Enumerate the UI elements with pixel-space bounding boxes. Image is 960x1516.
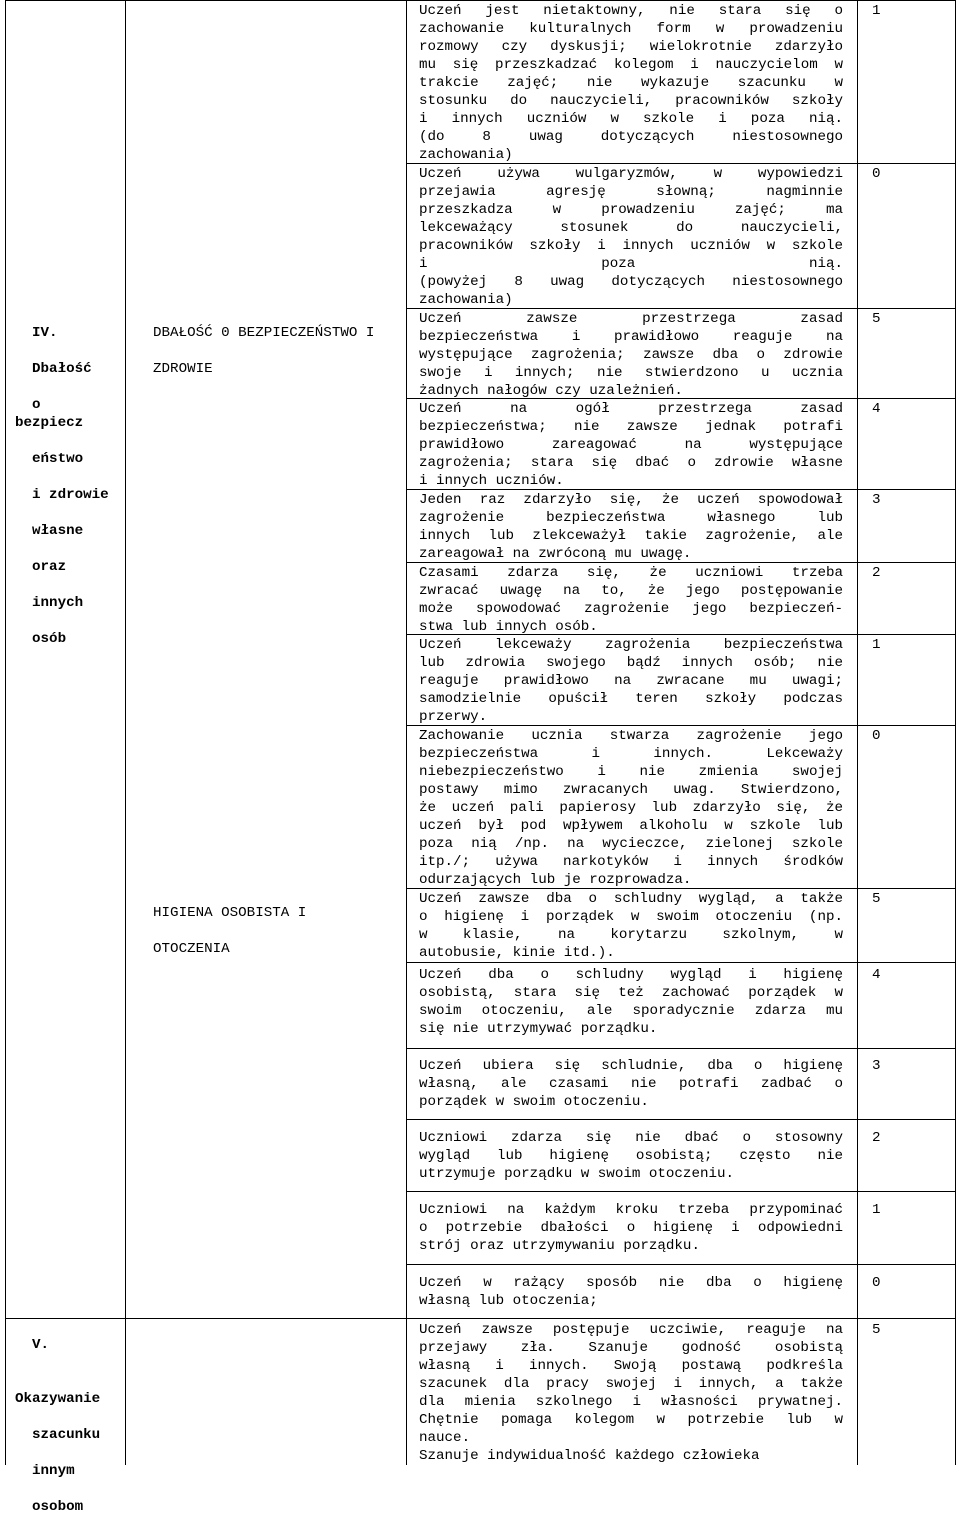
criterion-score: 1 <box>872 637 881 653</box>
criterion-line: Uczniowi na każdym kroku trzeba przypominać <box>419 1202 843 1218</box>
criterion-score: 5 <box>872 1322 881 1338</box>
criterion-line: samodzielnie opuścił teren szkoły podczas <box>419 691 843 707</box>
table-divider-category <box>125 0 126 1465</box>
criterion-line: o higienę i porządek w swoim otoczeniu (np. <box>419 909 843 925</box>
criterion-score: 5 <box>872 891 881 907</box>
criterion-line: Zachowanie ucznia stwarza zagrożenie jego <box>419 728 843 744</box>
table-border-left <box>5 0 6 1465</box>
criterion-line: bezpieczeństwa i prawidłowo reaguje na <box>419 329 843 345</box>
row-divider <box>406 1048 956 1049</box>
criterion-line: nauce. <box>419 1430 471 1446</box>
criterion-description <box>419 966 843 1038</box>
criterion-line: własną lub otoczenia; <box>419 1293 598 1309</box>
criterion-score: 4 <box>872 967 881 983</box>
criterion-line: innych lub zlekceważył takie zagrożenie, ale <box>419 528 843 544</box>
criterion-score: 2 <box>872 1130 881 1146</box>
criterion-line: może spowodować zagrożenie jego bezpieczeń- <box>419 601 843 617</box>
criterion-line: własną, ale czasami nie potrafi zadbać o <box>419 1076 843 1092</box>
criterion-line: się nie utrzymywać porządku. <box>419 1021 658 1037</box>
criterion-line: przerwy. <box>419 709 488 725</box>
criterion-line: niebezpieczeństwo i nie zmienia swojej <box>419 764 843 780</box>
criterion-line: wygląd lub higienę osobistą; często nie <box>419 1148 843 1164</box>
criterion-description <box>419 165 843 309</box>
criterion-line: i innych uczniów. <box>419 473 564 489</box>
criterion-line: swoje i innych; nie stwierdzono u ucznia <box>419 365 843 381</box>
criterion-line: trakcie zajęć; nie wykazuje szacunku w <box>419 75 843 91</box>
criterion-line: Chętnie pomaga kolegom w potrzebie lub w <box>419 1412 843 1428</box>
criterion-line: Uczeń zawsze przestrzega zasad <box>419 311 843 327</box>
category-respect: V. Okazywanie szacunku innym osobom <box>15 1337 101 1515</box>
criterion-score: 2 <box>872 565 881 581</box>
criterion-description <box>419 727 843 889</box>
criterion-line: odurzających lub je rozprowadza. <box>419 872 692 888</box>
criterion-line: zagrożenia; stara się dbać o zdrowie własne <box>419 455 843 471</box>
criterion-description <box>419 310 843 400</box>
criterion-description <box>419 400 843 490</box>
criterion-line: Uczniowi zdarza się nie dbać o stosowny <box>419 1130 843 1146</box>
criterion-description <box>419 1201 843 1255</box>
criterion-line: zachowania) <box>419 147 513 163</box>
criterion-line: i poza nią. <box>419 256 843 272</box>
criterion-line: lekceważący stosunek do nauczycieli, <box>419 220 843 236</box>
criterion-score: 4 <box>872 401 881 417</box>
criterion-line: o potrzebie dbałości o higienę i odpowiedni <box>419 1220 843 1236</box>
table-divider-score <box>857 0 858 1465</box>
criterion-line: (powyżej 8 uwag dotyczących niestosownego <box>419 274 843 290</box>
criterion-line: prawidłowo zareagować na występujące <box>419 437 843 453</box>
criterion-line: szacunek dla pracy swojej i innych, a także <box>419 1376 843 1392</box>
criterion-line: Uczeń na ogół przestrzega zasad <box>419 401 843 417</box>
criterion-line: swoim otoczeniu, ale sporadycznie zdarza mu <box>419 1003 843 1019</box>
table-divider-subcategory <box>406 0 407 1465</box>
criterion-line: Uczeń lekceważy zagrożenia bezpieczeństwa <box>419 637 843 653</box>
criterion-description <box>419 1057 843 1111</box>
criterion-line: uczeń był pod wpływem alkoholu w szkole lub <box>419 818 843 834</box>
criterion-line: mu się przeszkadzać kolegom i nauczycielom w <box>419 57 843 73</box>
criterion-line: zwracać uwagę na to, że jego postępowanie <box>419 583 843 599</box>
criterion-line: strój oraz utrzymywaniu porządku. <box>419 1238 700 1254</box>
criterion-score: 1 <box>872 1202 881 1218</box>
criterion-line: stosunku do nauczycieli, pracowników szkoły <box>419 93 843 109</box>
criterion-line: w klasie, na korytarzu szkolnym, w <box>419 927 843 943</box>
criterion-line: zagrożenie bezpieczeństwa własnego lub <box>419 510 843 526</box>
criterion-line: dla mienia szkolnego i własności prywatnej. <box>419 1394 843 1410</box>
criterion-line: Uczeń używa wulgaryzmów, w wypowiedzi <box>419 166 843 182</box>
criterion-score: 0 <box>872 1275 881 1291</box>
criterion-line: że uczeń pali papierosy lub zdarzyło się, że <box>419 800 843 816</box>
criterion-line: przejawia agresję słowną; nagminnie <box>419 184 843 200</box>
table-border-right <box>955 0 956 1465</box>
subcategory-hygiene: HIGIENA OSOBISTA I OTOCZENIA <box>153 905 307 957</box>
criterion-line: zareagował na zwróconą mu uwagę. <box>419 546 692 562</box>
criterion-line: lub zdrowia swojego bądź innych osób; nie <box>419 655 843 671</box>
criterion-description <box>419 564 843 636</box>
criterion-line: bezpieczeństwa; nie zawsze jednak potrafi <box>419 419 843 435</box>
criterion-score: 3 <box>872 492 881 508</box>
subcategory-safety: DBAŁOŚĆ 0 BEZPIECZEŃSTWO I ZDROWIE <box>153 325 375 377</box>
criterion-line: żadnych nałogów czy uzależnień. <box>419 383 683 399</box>
criterion-description <box>419 890 843 962</box>
criterion-line: reaguje prawidłowo na zwracane mu uwagi; <box>419 673 843 689</box>
criterion-line: własną i innych. Swoją postawą podkreśla <box>419 1358 843 1374</box>
criterion-line: porządek w swoim otoczeniu. <box>419 1094 649 1110</box>
criterion-line: Uczeń zawsze postępuje uczciwie, reaguje na <box>419 1322 843 1338</box>
criterion-line: i innych uczniów w szkole i poza nią. <box>419 111 843 127</box>
criterion-line: Uczeń ubiera się schludnie, dba o higienę <box>419 1058 843 1074</box>
criterion-line: Uczeń w rażący sposób nie dba o higienę <box>419 1275 843 1291</box>
row-divider <box>406 1318 956 1319</box>
criterion-line: przeszkadza w prowadzeniu zajęć; ma <box>419 202 843 218</box>
criterion-score: 3 <box>872 1058 881 1074</box>
criterion-line: Jeden raz zdarzyło się, że uczeń spowodował <box>419 492 843 508</box>
criterion-line: bezpieczeństwa i innych. Lekceważy <box>419 746 843 762</box>
criterion-line: postawy mimo zwracanych uwag. Stwierdzono, <box>419 782 843 798</box>
criterion-line: Uczeń zawsze dba o schludny wygląd, a także <box>419 891 843 907</box>
criterion-line: (do 8 uwag dotyczących niestosownego <box>419 129 843 145</box>
row-divider <box>406 1264 956 1265</box>
criterion-score: 1 <box>872 3 881 19</box>
criterion-line: stwa lub innych osób. <box>419 619 598 635</box>
subcategory-divider <box>125 1318 407 1319</box>
criterion-description <box>419 2 843 164</box>
criterion-line: zachowanie kulturalnych form w prowadzeniu <box>419 21 843 37</box>
criterion-description <box>419 1129 843 1183</box>
criterion-line: Czasami zdarza się, że uczniowi trzeba <box>419 565 843 581</box>
criterion-line: Uczeń dba o schludny wygląd i higienę <box>419 967 843 983</box>
criterion-line: Uczeń jest nietaktowny, nie stara się o <box>419 3 843 19</box>
criterion-line: utrzymuje porządku w swoim otoczeniu. <box>419 1166 735 1182</box>
criterion-line: osobistą, stara się też zachować porządek w <box>419 985 843 1001</box>
row-divider <box>406 1119 956 1120</box>
criterion-line: itp./; używa narkotyków i innych środków <box>419 854 843 870</box>
criterion-line: poza nią /np. na wycieczce, zielonej szkole <box>419 836 843 852</box>
criterion-description <box>419 1321 843 1465</box>
criterion-score: 5 <box>872 311 881 327</box>
criterion-line: pracowników szkoły i innych uczniów w szkole <box>419 238 843 254</box>
criterion-description <box>419 1274 843 1310</box>
criterion-score: 0 <box>872 166 881 182</box>
criterion-description <box>419 491 843 563</box>
row-divider <box>406 1191 956 1192</box>
category-safety-health: IV. Dbałość o bezpiecz eństwo i zdrowie własne oraz innych osób <box>15 325 109 647</box>
criterion-line: występujące zagrożenia; zawsze dba o zdrowie <box>419 347 843 363</box>
criterion-line: rozmowy czy dyskusji; wielokrotnie zdarzyło <box>419 39 843 55</box>
criterion-line: zachowania) <box>419 292 513 308</box>
criterion-line: przejawy zła. Szanuje godność osobistą <box>419 1340 843 1356</box>
criterion-score: 0 <box>872 728 881 744</box>
table-border-top <box>5 0 956 1</box>
criterion-line: autobusie, kinie itd.). <box>419 945 615 961</box>
row-divider <box>406 962 956 963</box>
criterion-description <box>419 636 843 726</box>
criterion-line: Szanuje indywidualność każdego człowieka <box>419 1448 760 1464</box>
